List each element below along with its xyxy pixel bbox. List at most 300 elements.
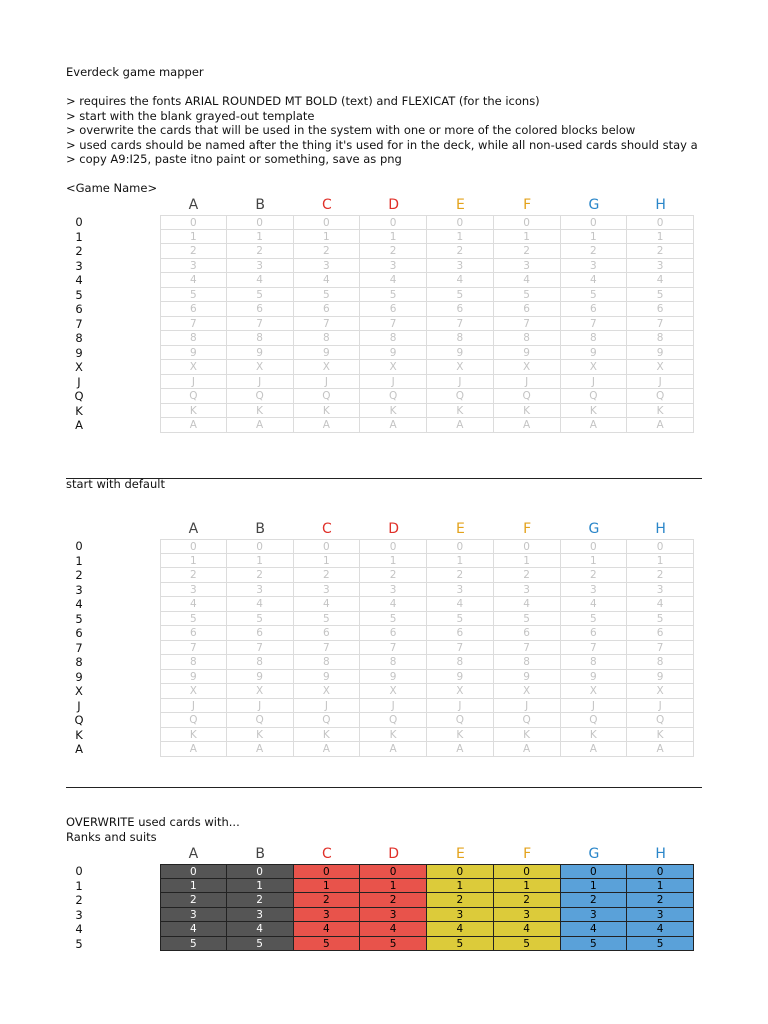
- card-cell[interactable]: 0: [360, 864, 427, 879]
- card-cell[interactable]: 0: [227, 864, 294, 879]
- card-cell[interactable]: 3: [561, 908, 628, 923]
- card-cell[interactable]: X: [561, 684, 628, 699]
- card-cell[interactable]: 2: [494, 893, 561, 908]
- card-cell[interactable]: 5: [160, 288, 227, 303]
- card-cell[interactable]: X: [427, 684, 494, 699]
- card-cell[interactable]: 2: [427, 893, 494, 908]
- card-cell[interactable]: 3: [360, 583, 427, 598]
- card-cell[interactable]: J: [360, 375, 427, 390]
- card-cell[interactable]: 2: [627, 244, 694, 259]
- card-cell[interactable]: 0: [227, 539, 294, 554]
- card-cell[interactable]: A: [627, 742, 694, 757]
- card-cell[interactable]: 8: [227, 331, 294, 346]
- card-cell[interactable]: J: [494, 699, 561, 714]
- card-cell[interactable]: 0: [427, 215, 494, 230]
- card-cell[interactable]: 4: [360, 922, 427, 937]
- card-cell[interactable]: 9: [561, 670, 628, 685]
- card-cell[interactable]: 5: [360, 288, 427, 303]
- card-cell[interactable]: K: [494, 728, 561, 743]
- card-cell[interactable]: 2: [360, 893, 427, 908]
- card-cell[interactable]: 7: [294, 317, 361, 332]
- card-cell[interactable]: 4: [360, 273, 427, 288]
- card-cell[interactable]: 2: [227, 893, 294, 908]
- card-cell[interactable]: X: [427, 360, 494, 375]
- card-cell[interactable]: K: [160, 404, 227, 419]
- card-cell[interactable]: 3: [627, 583, 694, 598]
- card-cell[interactable]: 4: [227, 273, 294, 288]
- card-cell[interactable]: 4: [627, 273, 694, 288]
- card-cell[interactable]: 7: [561, 641, 628, 656]
- card-cell[interactable]: 9: [160, 346, 227, 361]
- card-cell[interactable]: 2: [427, 568, 494, 583]
- card-cell[interactable]: 8: [627, 331, 694, 346]
- card-cell[interactable]: X: [227, 360, 294, 375]
- card-cell[interactable]: 4: [427, 273, 494, 288]
- card-cell[interactable]: 4: [494, 273, 561, 288]
- card-cell[interactable]: J: [294, 699, 361, 714]
- row-label: 1: [75, 553, 83, 568]
- card-cell[interactable]: 1: [294, 230, 361, 245]
- card-cell[interactable]: A: [227, 742, 294, 757]
- card-cell[interactable]: K: [427, 728, 494, 743]
- card-cell[interactable]: 8: [294, 331, 361, 346]
- card-cell[interactable]: 1: [627, 879, 694, 894]
- card-cell[interactable]: J: [561, 375, 628, 390]
- card-cell[interactable]: Q: [627, 713, 694, 728]
- card-cell[interactable]: 5: [360, 937, 427, 952]
- card-cell[interactable]: 2: [360, 244, 427, 259]
- card-cell[interactable]: K: [561, 728, 628, 743]
- card-cell[interactable]: 0: [294, 539, 361, 554]
- card-cell[interactable]: A: [427, 742, 494, 757]
- card-cell[interactable]: Q: [294, 713, 361, 728]
- card-cell[interactable]: J: [227, 699, 294, 714]
- card-cell[interactable]: 1: [227, 879, 294, 894]
- card-cell[interactable]: 1: [294, 879, 361, 894]
- card-cell[interactable]: 3: [294, 583, 361, 598]
- card-cell[interactable]: 7: [494, 641, 561, 656]
- card-cell[interactable]: 6: [627, 626, 694, 641]
- card-cell[interactable]: Q: [360, 389, 427, 404]
- card-cell[interactable]: J: [227, 375, 294, 390]
- card-cell[interactable]: 3: [494, 908, 561, 923]
- card-cell[interactable]: 5: [561, 937, 628, 952]
- card-cell[interactable]: 4: [160, 273, 227, 288]
- card-cell[interactable]: 9: [294, 670, 361, 685]
- card-cell[interactable]: 5: [160, 612, 227, 627]
- card-cell[interactable]: 7: [294, 641, 361, 656]
- card-cell[interactable]: 3: [427, 908, 494, 923]
- card-cell[interactable]: 3: [627, 259, 694, 274]
- card-cell[interactable]: Q: [360, 713, 427, 728]
- column-header: E: [455, 521, 465, 537]
- card-cell[interactable]: 7: [561, 317, 628, 332]
- card-cell[interactable]: K: [494, 404, 561, 419]
- card-cell[interactable]: 5: [561, 612, 628, 627]
- card-cell[interactable]: 7: [160, 317, 227, 332]
- card-cell[interactable]: 3: [160, 908, 227, 923]
- card-cell[interactable]: 7: [427, 641, 494, 656]
- card-cell[interactable]: 7: [360, 317, 427, 332]
- card-cell[interactable]: 8: [494, 331, 561, 346]
- card-cell[interactable]: 3: [160, 259, 227, 274]
- card-cell[interactable]: J: [427, 699, 494, 714]
- card-cell[interactable]: 5: [427, 288, 494, 303]
- card-cell[interactable]: 8: [160, 655, 227, 670]
- card-cell[interactable]: K: [627, 404, 694, 419]
- card-cell[interactable]: 6: [360, 302, 427, 317]
- card-cell[interactable]: 3: [427, 259, 494, 274]
- card-cell[interactable]: 0: [561, 215, 628, 230]
- card-cell[interactable]: K: [360, 728, 427, 743]
- instruction-line-3: > overwrite the cards that will be used in the system with one or more of the colored blocks below: [66, 123, 636, 137]
- card-cell[interactable]: 9: [427, 346, 494, 361]
- card-cell[interactable]: 0: [494, 864, 561, 879]
- card-cell[interactable]: 6: [294, 626, 361, 641]
- card-cell[interactable]: 7: [494, 317, 561, 332]
- card-cell[interactable]: 4: [227, 597, 294, 612]
- card-cell[interactable]: 1: [360, 554, 427, 569]
- card-cell[interactable]: 3: [561, 583, 628, 598]
- card-cell[interactable]: Q: [427, 389, 494, 404]
- card-cell[interactable]: 6: [227, 302, 294, 317]
- card-cell[interactable]: J: [627, 375, 694, 390]
- card-cell[interactable]: 2: [160, 568, 227, 583]
- card-cell[interactable]: Q: [494, 713, 561, 728]
- card-cell[interactable]: 5: [627, 937, 694, 952]
- card-cell[interactable]: 2: [494, 244, 561, 259]
- card-cell[interactable]: K: [627, 728, 694, 743]
- card-cell[interactable]: 1: [360, 879, 427, 894]
- card-cell[interactable]: 2: [160, 244, 227, 259]
- card-cell[interactable]: 1: [561, 879, 628, 894]
- card-cell[interactable]: 8: [561, 655, 628, 670]
- card-cell[interactable]: 8: [160, 331, 227, 346]
- card-cell[interactable]: X: [160, 360, 227, 375]
- card-cell[interactable]: Q: [160, 389, 227, 404]
- card-cell[interactable]: 8: [427, 655, 494, 670]
- card-cell[interactable]: 1: [160, 230, 227, 245]
- card-cell[interactable]: 9: [227, 670, 294, 685]
- card-cell[interactable]: 0: [627, 215, 694, 230]
- card-cell[interactable]: 2: [227, 568, 294, 583]
- card-cell[interactable]: 6: [160, 302, 227, 317]
- card-cell[interactable]: 5: [294, 288, 361, 303]
- card-cell[interactable]: 8: [561, 331, 628, 346]
- card-cell[interactable]: K: [427, 404, 494, 419]
- card-cell[interactable]: 2: [360, 568, 427, 583]
- card-cell[interactable]: J: [160, 375, 227, 390]
- card-cell[interactable]: A: [427, 418, 494, 433]
- card-cell[interactable]: 8: [627, 655, 694, 670]
- card-cell[interactable]: 0: [360, 215, 427, 230]
- card-cell[interactable]: J: [627, 699, 694, 714]
- column-header: G: [588, 846, 600, 862]
- card-cell[interactable]: 0: [427, 864, 494, 879]
- card-cell[interactable]: 2: [294, 893, 361, 908]
- card-cell[interactable]: K: [227, 404, 294, 419]
- card-cell[interactable]: 9: [294, 346, 361, 361]
- card-cell[interactable]: A: [160, 418, 227, 433]
- card-cell[interactable]: 7: [160, 641, 227, 656]
- card-cell[interactable]: 2: [294, 568, 361, 583]
- card-cell[interactable]: 6: [427, 302, 494, 317]
- card-cell[interactable]: K: [294, 404, 361, 419]
- card-cell[interactable]: 0: [160, 864, 227, 879]
- card-cell[interactable]: A: [294, 418, 361, 433]
- card-cell[interactable]: 1: [494, 230, 561, 245]
- card-cell[interactable]: 2: [561, 568, 628, 583]
- card-cell[interactable]: 3: [360, 908, 427, 923]
- card-cell[interactable]: 1: [294, 554, 361, 569]
- card-cell[interactable]: 7: [427, 317, 494, 332]
- card-cell[interactable]: K: [160, 728, 227, 743]
- card-cell[interactable]: A: [294, 742, 361, 757]
- card-cell[interactable]: X: [360, 360, 427, 375]
- card-cell[interactable]: 5: [427, 612, 494, 627]
- card-cell[interactable]: 1: [227, 230, 294, 245]
- card-cell[interactable]: X: [627, 360, 694, 375]
- card-cell[interactable]: 4: [294, 922, 361, 937]
- card-cell[interactable]: 6: [627, 302, 694, 317]
- card-cell[interactable]: 5: [160, 937, 227, 952]
- card-cell[interactable]: 4: [427, 597, 494, 612]
- card-cell[interactable]: 7: [227, 317, 294, 332]
- card-cell[interactable]: 5: [294, 612, 361, 627]
- card-cell[interactable]: Q: [427, 713, 494, 728]
- card-cell[interactable]: 8: [360, 655, 427, 670]
- card-cell[interactable]: 0: [360, 539, 427, 554]
- card-cell[interactable]: 0: [561, 864, 628, 879]
- card-cell[interactable]: Q: [561, 713, 628, 728]
- card-cell[interactable]: 3: [561, 259, 628, 274]
- card-cell[interactable]: 4: [427, 922, 494, 937]
- card-cell[interactable]: 8: [294, 655, 361, 670]
- card-cell[interactable]: 4: [160, 922, 227, 937]
- card-cell[interactable]: 5: [627, 612, 694, 627]
- column-header: B: [255, 521, 265, 537]
- card-cell[interactable]: 3: [494, 259, 561, 274]
- card-cell[interactable]: 3: [494, 583, 561, 598]
- card-cell[interactable]: X: [360, 684, 427, 699]
- card-cell[interactable]: 2: [561, 244, 628, 259]
- card-cell[interactable]: X: [627, 684, 694, 699]
- card-cell[interactable]: 4: [160, 597, 227, 612]
- card-cell[interactable]: 7: [227, 641, 294, 656]
- card-cell[interactable]: 0: [294, 864, 361, 879]
- card-cell[interactable]: 3: [627, 908, 694, 923]
- card-cell[interactable]: 0: [561, 539, 628, 554]
- card-cell[interactable]: 4: [627, 922, 694, 937]
- card-cell[interactable]: 3: [227, 908, 294, 923]
- card-cell[interactable]: 3: [160, 583, 227, 598]
- row-label: 4: [75, 597, 83, 611]
- card-cell[interactable]: X: [494, 360, 561, 375]
- card-cell[interactable]: J: [160, 699, 227, 714]
- row-label: 4: [75, 273, 83, 287]
- card-cell[interactable]: 4: [561, 922, 628, 937]
- card-cell[interactable]: 1: [427, 879, 494, 894]
- card-cell[interactable]: 9: [227, 346, 294, 361]
- card-cell[interactable]: X: [294, 684, 361, 699]
- card-cell[interactable]: 0: [160, 539, 227, 554]
- card-cell[interactable]: 1: [561, 230, 628, 245]
- card-cell[interactable]: 3: [360, 259, 427, 274]
- card-cell[interactable]: 9: [360, 670, 427, 685]
- card-cell[interactable]: 5: [294, 937, 361, 952]
- row-label: Q: [74, 713, 84, 727]
- card-cell[interactable]: 8: [427, 331, 494, 346]
- card-cell[interactable]: 7: [627, 317, 694, 332]
- card-cell[interactable]: Q: [294, 389, 361, 404]
- card-cell[interactable]: 9: [627, 346, 694, 361]
- card-cell[interactable]: 4: [494, 597, 561, 612]
- card-cell[interactable]: 5: [561, 288, 628, 303]
- card-cell[interactable]: 5: [360, 612, 427, 627]
- card-cell[interactable]: X: [294, 360, 361, 375]
- card-cell[interactable]: 6: [561, 302, 628, 317]
- card-cell[interactable]: 5: [227, 288, 294, 303]
- card-cell[interactable]: 8: [494, 655, 561, 670]
- card-cell[interactable]: A: [627, 418, 694, 433]
- card-cell[interactable]: A: [360, 742, 427, 757]
- card-cell[interactable]: A: [561, 418, 628, 433]
- card-cell[interactable]: 9: [360, 346, 427, 361]
- card-cell[interactable]: 4: [627, 597, 694, 612]
- card-cell[interactable]: 5: [627, 288, 694, 303]
- card-cell[interactable]: 9: [160, 670, 227, 685]
- card-cell[interactable]: 6: [494, 302, 561, 317]
- card-cell[interactable]: 0: [294, 215, 361, 230]
- card-cell[interactable]: J: [360, 699, 427, 714]
- row-label: A: [75, 418, 83, 432]
- card-cell[interactable]: J: [494, 375, 561, 390]
- card-cell[interactable]: 4: [561, 597, 628, 612]
- card-cell[interactable]: 3: [294, 259, 361, 274]
- card-cell[interactable]: 3: [294, 908, 361, 923]
- card-cell[interactable]: 9: [494, 670, 561, 685]
- row-label: 9: [75, 345, 83, 360]
- card-cell[interactable]: 5: [494, 612, 561, 627]
- card-cell[interactable]: 2: [627, 568, 694, 583]
- card-cell[interactable]: 2: [427, 244, 494, 259]
- card-cell[interactable]: 1: [494, 879, 561, 894]
- card-cell[interactable]: Q: [627, 389, 694, 404]
- card-cell[interactable]: J: [427, 375, 494, 390]
- card-cell[interactable]: 1: [227, 554, 294, 569]
- column-header: F: [523, 846, 532, 862]
- card-cell[interactable]: J: [561, 699, 628, 714]
- card-cell[interactable]: 1: [561, 554, 628, 569]
- card-cell[interactable]: 2: [160, 893, 227, 908]
- card-cell[interactable]: K: [561, 404, 628, 419]
- card-cell[interactable]: 2: [561, 893, 628, 908]
- card-cell[interactable]: 6: [494, 626, 561, 641]
- card-cell[interactable]: 7: [360, 641, 427, 656]
- card-cell[interactable]: K: [360, 404, 427, 419]
- divider: [66, 787, 702, 788]
- card-cell[interactable]: 5: [427, 937, 494, 952]
- card-cell[interactable]: 0: [494, 539, 561, 554]
- card-cell[interactable]: Q: [227, 389, 294, 404]
- card-cell[interactable]: 8: [360, 331, 427, 346]
- card-cell[interactable]: 2: [294, 244, 361, 259]
- card-cell[interactable]: X: [160, 684, 227, 699]
- card-cell[interactable]: K: [294, 728, 361, 743]
- card-cell[interactable]: 5: [227, 937, 294, 952]
- card-cell[interactable]: 4: [294, 597, 361, 612]
- card-cell[interactable]: 9: [561, 346, 628, 361]
- card-cell[interactable]: 1: [627, 554, 694, 569]
- card-cell[interactable]: 0: [227, 215, 294, 230]
- card-cell[interactable]: 5: [494, 288, 561, 303]
- card-cell[interactable]: X: [561, 360, 628, 375]
- card-cell[interactable]: 3: [427, 583, 494, 598]
- card-cell[interactable]: 2: [627, 893, 694, 908]
- card-cell[interactable]: 8: [227, 655, 294, 670]
- card-cell[interactable]: 2: [227, 244, 294, 259]
- card-cell[interactable]: A: [160, 742, 227, 757]
- card-cell[interactable]: Q: [160, 713, 227, 728]
- card-cell[interactable]: 1: [427, 230, 494, 245]
- card-cell[interactable]: X: [494, 684, 561, 699]
- card-cell[interactable]: 9: [494, 346, 561, 361]
- card-cell[interactable]: 0: [427, 539, 494, 554]
- card-cell[interactable]: 6: [160, 626, 227, 641]
- card-cell[interactable]: 2: [494, 568, 561, 583]
- card-cell[interactable]: K: [227, 728, 294, 743]
- card-cell[interactable]: A: [227, 418, 294, 433]
- card-cell[interactable]: 6: [360, 626, 427, 641]
- card-cell[interactable]: 4: [494, 922, 561, 937]
- card-cell[interactable]: 1: [160, 879, 227, 894]
- card-cell[interactable]: 0: [494, 215, 561, 230]
- card-cell[interactable]: 1: [160, 554, 227, 569]
- card-cell[interactable]: 6: [427, 626, 494, 641]
- card-cell[interactable]: 0: [160, 215, 227, 230]
- card-cell[interactable]: 4: [360, 597, 427, 612]
- card-cell[interactable]: X: [227, 684, 294, 699]
- card-cell[interactable]: 6: [294, 302, 361, 317]
- card-cell[interactable]: 0: [627, 864, 694, 879]
- card-cell[interactable]: 6: [561, 626, 628, 641]
- card-cell[interactable]: Q: [494, 389, 561, 404]
- card-cell[interactable]: 5: [227, 612, 294, 627]
- card-cell[interactable]: 9: [627, 670, 694, 685]
- card-cell[interactable]: 4: [561, 273, 628, 288]
- card-cell[interactable]: 3: [227, 583, 294, 598]
- card-cell[interactable]: A: [494, 418, 561, 433]
- card-cell[interactable]: A: [494, 742, 561, 757]
- card-cell[interactable]: 1: [627, 230, 694, 245]
- card-cell[interactable]: 4: [294, 273, 361, 288]
- card-cell[interactable]: 6: [227, 626, 294, 641]
- card-cell[interactable]: 9: [427, 670, 494, 685]
- card-cell[interactable]: 1: [494, 554, 561, 569]
- card-cell[interactable]: 0: [627, 539, 694, 554]
- card-cell[interactable]: A: [561, 742, 628, 757]
- card-cell[interactable]: J: [294, 375, 361, 390]
- card-cell[interactable]: 3: [227, 259, 294, 274]
- card-cell[interactable]: 1: [360, 230, 427, 245]
- card-cell[interactable]: A: [360, 418, 427, 433]
- card-cell[interactable]: 7: [627, 641, 694, 656]
- card-cell[interactable]: Q: [227, 713, 294, 728]
- card-cell[interactable]: Q: [561, 389, 628, 404]
- card-cell[interactable]: 5: [494, 937, 561, 952]
- card-cell[interactable]: 4: [227, 922, 294, 937]
- card-cell[interactable]: 1: [427, 554, 494, 569]
